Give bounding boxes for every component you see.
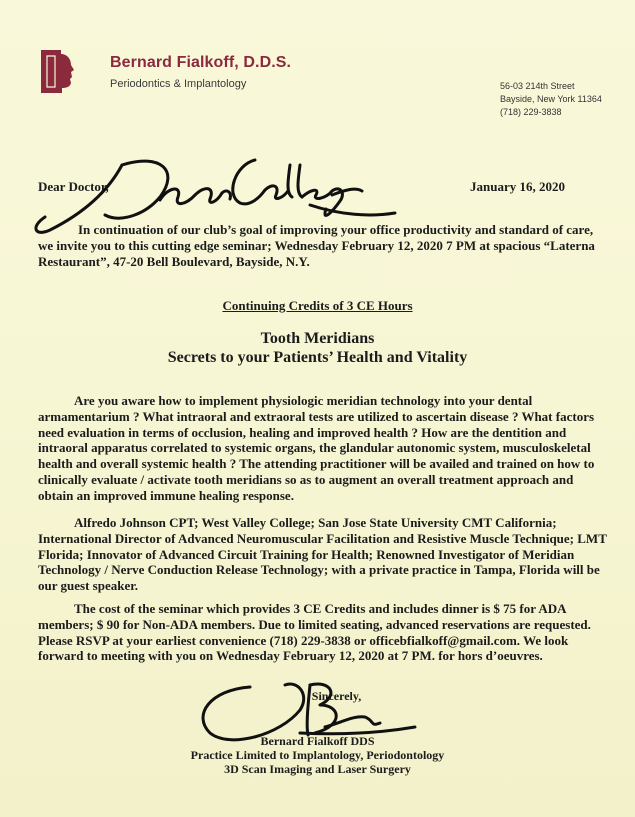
paragraph-2-text: Alfredo Johnson CPT; West Valley College; San Jose State University CMT California; International Director of Advanced Neuromuscular Facilitation and Resistive Muscle Technique; LMT Florida; Innovator of Advanced Circuit Training for Health; Renowned Investigator of Meridian Technology / Nerve Conduction Release Technology; with a private practice in Tampa, Florida will be our guest speaker. [38, 515, 607, 594]
body-paragraph-3 [38, 601, 612, 664]
greeting: Dear Doctor, [38, 179, 109, 194]
paragraph-3-text: The cost of the seminar which provides 3 CE Credits and includes dinner is $ 75 for ADA members; $ 90 for Non-ADA members. Due to limited seating, advanced reservations are requested. Please RSVP at your earliest convenience (718) 229-3838 or officebfialkoff@gmail.com. We look forward to meeting with you on Wednesday February 12, 2020 at 7 PM. for hors d’oeuvres. [38, 601, 591, 664]
paragraph-1-text: Are you aware how to implement physiologic meridian technology into your dental armamentarium ? What intraoral and extraoral tests are utilized to ascertain disease ? What factors need evaluation in terms of occlusion, healing and improved health ? How are the dentition and intraoral apparatus correlated to systemic organs, the glandular autonomic system, musculoskeletal health and overall systemic health ? The attending practitioner will be availed and trained on how to clinically evaluate / activate tooth meridians so as to augment an overall treatment approach and obtain an improved immune healing response. [38, 393, 595, 503]
address-street: 56-03 214th Street [500, 81, 575, 91]
seminar-subtitle: Secrets to your Patients’ Health and Vitality [167, 349, 468, 366]
intro-text: In continuation of our club’s goal of improving your office productivity and standard of care, we invite you to this cutting edge seminar; Wednesday February 12, 2020 7 PM at spacious “Laterna Restaurant”, 47-20 Bell Boulevard, Bayside, N.Y. [38, 222, 595, 269]
body-paragraph-2 [38, 515, 608, 594]
logo-profile-icon [41, 50, 77, 93]
intro-paragraph [38, 222, 598, 270]
body-paragraph-1 [38, 393, 608, 504]
closing-sincerely: Sincerely, [311, 689, 362, 703]
seminar-title: Tooth Meridians [260, 330, 375, 347]
letterhead-name: Bernard Fialkoff, D.D.S. [110, 54, 292, 71]
signer-name: Bernard Fialkoff DDS [260, 734, 375, 748]
signer-practice: Practice Limited to Implantology, Periodontology [190, 748, 445, 762]
letterhead-specialty: Periodontics & Implantology [110, 78, 247, 90]
letter-date: January 16, 2020 [470, 179, 565, 194]
address-city: Bayside, New York 11364 [500, 94, 602, 104]
address-phone: (718) 229-3838 [500, 107, 562, 117]
letterhead-address [500, 80, 602, 119]
credits-heading: Continuing Credits of 3 CE Hours [222, 298, 413, 313]
signer-specialties: 3D Scan Imaging and Laser Surgery [224, 762, 411, 776]
